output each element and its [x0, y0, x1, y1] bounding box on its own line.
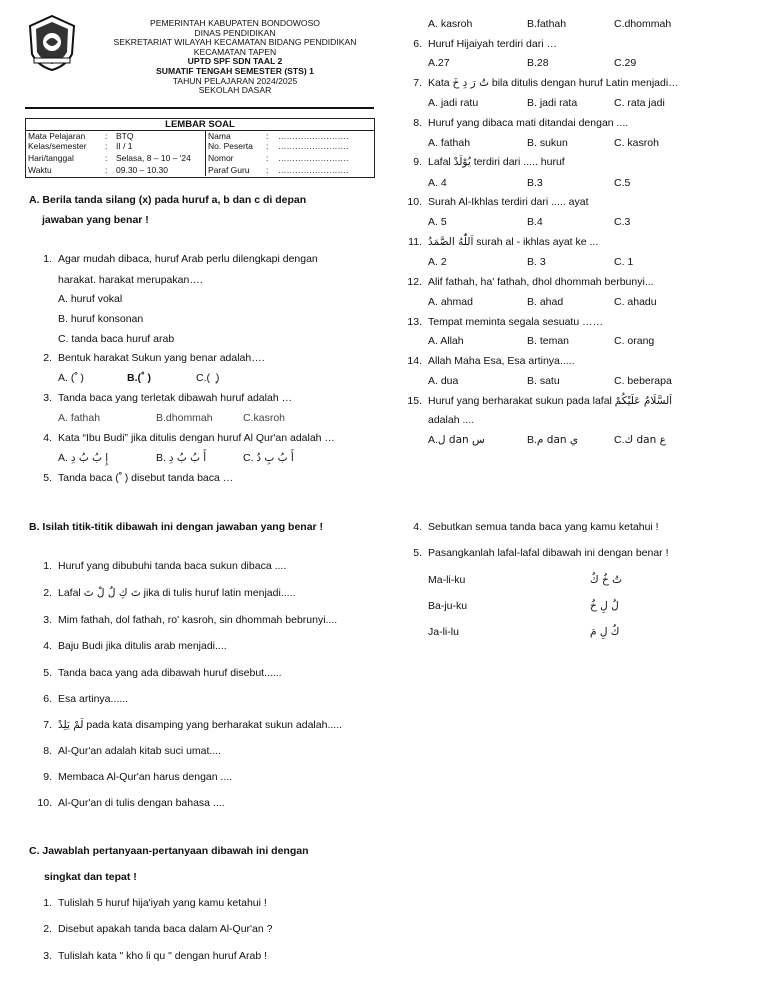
arabic-text: أَ بُ بُ دِ [168, 452, 207, 464]
pair-latin: Ja-li-lu [428, 626, 459, 638]
info-label: Nama [208, 131, 231, 141]
question-number: 1. [43, 253, 52, 265]
question-text: Mim fathah, dol fathah, ro' kasroh, sin dhommah bebrunyi.... [58, 614, 338, 626]
option-b: B.dhommah [156, 412, 213, 424]
divider [205, 131, 206, 176]
question-number: 1. [43, 560, 52, 572]
option-c [614, 434, 666, 447]
pair-arabic: تُ خُ كُ [590, 574, 622, 586]
info-sep: : [266, 153, 269, 163]
pair-latin: Ba-ju-ku [428, 600, 468, 612]
question-text: Huruf yang dibaca mati ditandai dengan .... [428, 117, 629, 129]
option-c: C.3 [614, 216, 631, 228]
question-text: Tanda baca yang terletak dibawah huruf adalah … [58, 392, 293, 404]
question-number: 7. [43, 719, 52, 731]
question-text [428, 236, 598, 249]
info-sep: : [266, 165, 269, 175]
info-sep: : [266, 141, 269, 151]
option-b: B.( ْ ) [127, 372, 151, 384]
option-b: B.28 [527, 57, 549, 69]
section-a-heading: A. Berila tanda silang (x) pada huruf a, b dan c di depan [29, 194, 307, 206]
answer-blank: ……………………. [278, 141, 349, 151]
question-number: 2. [43, 923, 52, 935]
option-b: B. 3 [527, 256, 546, 268]
question-number: 6. [43, 693, 52, 705]
option-c: C. 1 [614, 256, 634, 268]
question-number: 6. [413, 38, 422, 50]
option-b: B. teman [527, 335, 570, 347]
question-text [58, 719, 342, 732]
info-value: Selasa, 8 – 10 – '24 [116, 153, 191, 163]
question-number: 4. [43, 640, 52, 652]
question-text: adalah .... [428, 414, 475, 426]
question-number: 12. [407, 276, 422, 288]
question-text: Alif fathah, ha' fathah, dhol dhommah berbunyi... [428, 276, 654, 288]
answer-blank: ……………………. [278, 165, 349, 175]
question-text: Tanda baca ( ْ ) disebut tanda baca … [58, 472, 234, 484]
question-text: Huruf yang dibubuhi tanda baca sukun dibaca .... [58, 560, 287, 572]
pair-latin: Ma-li-ku [428, 574, 466, 586]
option-label: B. [156, 452, 166, 464]
exam-title: SUMATIF TENGAH SEMESTER (STS) 1 [156, 65, 314, 76]
section-a-heading-cont: jawaban yang benar ! [42, 214, 149, 226]
option-b: B. sukun [527, 137, 568, 149]
option-a: A. jadi ratu [428, 97, 479, 109]
info-label: Nomor [208, 153, 234, 163]
arabic-text: إِ بُ بُ دِ [70, 452, 109, 464]
question-text-part: pada kata disamping yang berharakat sukun adalah..... [86, 719, 343, 731]
question-number: 15. [407, 395, 422, 407]
info-sep: : [105, 153, 108, 163]
question-text: Bentuk harakat Sukun yang benar adalah…. [58, 352, 265, 364]
question-text: Membaca Al-Qur'an harus dengan .... [58, 771, 233, 783]
option-c: C. orang [614, 335, 655, 347]
option-label: C. [243, 452, 254, 464]
question-number: 5. [413, 547, 422, 559]
info-sep: : [105, 131, 108, 141]
option-c: C. ahadu [614, 296, 657, 308]
info-sep: : [105, 141, 108, 151]
section-c-heading-cont: singkat dan tepat ! [44, 871, 137, 883]
pair-arabic: لُ لِ خُ [590, 600, 619, 612]
option-c [243, 452, 294, 465]
question-text [428, 395, 672, 408]
option-b: B. jadi rata [527, 97, 578, 109]
info-label: No. Peserta [208, 141, 253, 151]
option-a: A. kasroh [428, 18, 473, 30]
question-number: 9. [413, 156, 422, 168]
question-text: Baju Budi jika ditulis arab menjadi.... [58, 640, 227, 652]
answer-blank: ……………………. [278, 153, 349, 163]
answer-blank: ……………………. [278, 131, 349, 141]
question-text: Al-Qur'an di tulis dengan bahasa .... [58, 797, 225, 809]
question-number: 2. [43, 587, 52, 599]
exam-info-title: LEMBAR SOAL [26, 119, 374, 131]
option-a: A.27 [428, 57, 450, 69]
info-label: Paraf Guru [208, 165, 250, 175]
pair-arabic: كُ لِ مَ [590, 626, 620, 638]
question-text: Agar mudah dibaca, huruf Arab perlu dilengkapi dengan [58, 253, 318, 265]
option-b: B.fathah [527, 18, 567, 30]
option-a [58, 452, 108, 465]
option-b: B.3 [527, 177, 543, 189]
option-c: C.( ٖ ) [196, 372, 220, 384]
exam-info-box [25, 118, 375, 178]
arabic-text: م dan ي [536, 434, 579, 446]
arabic-text: تُ رَ دِ خَ [452, 77, 489, 89]
question-text: Kata “Ibu Budi” jika ditulis dengan huruf Al Qur'an adalah … [58, 432, 335, 444]
option-a: A. Allah [428, 335, 464, 347]
question-text: Pasangkanlah lafal-lafal dibawah ini dengan benar ! [428, 547, 669, 559]
question-number: 8. [413, 117, 422, 129]
question-number: 14. [407, 355, 422, 367]
option-a: A. ahmad [428, 296, 473, 308]
question-text-part: surah al - ikhlas ayat ke ... [476, 236, 599, 248]
info-label: Hari/tanggal [28, 153, 74, 163]
question-number: 4. [43, 432, 52, 444]
option-label: A. [428, 434, 438, 446]
header-line: KECAMATAN TAPEN [193, 46, 277, 57]
option-a: A. dua [428, 375, 459, 387]
letterhead [100, 19, 370, 96]
question-number: 2. [43, 352, 52, 364]
option-a: A. huruf vokal [58, 293, 123, 305]
header-line: PEMERINTAH KABUPATEN BONDOWOSO [150, 18, 320, 28]
info-sep: : [105, 165, 108, 175]
option-c: C. beberapa [614, 375, 672, 387]
question-text: Tulislah kata " kho li qu " dengan huruf Arab ! [58, 950, 268, 962]
arabic-text: اَللّٰهُ الصَّمَدُ [428, 236, 474, 248]
question-number: 5. [43, 667, 52, 679]
question-number: 5. [43, 472, 52, 484]
header-line: SEKRETARIAT WILAYAH KECAMATAN BIDANG PENDIDIKAN [113, 37, 357, 48]
question-text: Allah Maha Esa, Esa artinya..... [428, 355, 575, 367]
question-number: 10. [407, 196, 422, 208]
option-a: A. 4 [428, 177, 447, 189]
option-b [156, 452, 206, 465]
option-a [428, 434, 485, 447]
header-line: SEKOLAH DASAR [198, 85, 272, 96]
option-c: C.29 [614, 57, 637, 69]
question-number: 8. [43, 745, 52, 757]
info-label: Mata Pelajaran [28, 131, 86, 141]
arabic-text: يُوْلَدْ [453, 156, 471, 168]
regency-logo [26, 14, 78, 72]
option-a: A. 2 [428, 256, 447, 268]
option-b: B. huruf konsonan [58, 313, 144, 325]
question-text [428, 156, 565, 169]
option-a: A. ( ْ ) [58, 372, 84, 384]
question-text-part: Huruf yang berharakat sukun pada lafal [428, 395, 612, 407]
arabic-text: اَلسَّلَامُ عَلَيْكُمْ [614, 395, 673, 407]
option-c: C. kasroh [614, 137, 659, 149]
question-number: 11. [408, 236, 422, 248]
option-c: C. tanda baca huruf arab [58, 333, 175, 345]
section-c-heading: C. Jawablah pertanyaan-pertanyaan dibawah ini dengan [29, 845, 309, 857]
question-text: harakat. harakat merupakan…. [58, 274, 203, 286]
question-text: Surah Al-Ikhlas terdiri dari ..... ayat [428, 196, 589, 208]
question-number: 4. [413, 521, 422, 533]
question-number: 3. [43, 950, 52, 962]
option-c: C.5 [614, 177, 631, 189]
arabic-text: ل dan س [437, 434, 485, 446]
option-label: A. [58, 452, 68, 464]
question-text: Huruf Hijaiyah terdiri dari … [428, 38, 557, 50]
header-line: DINAS PENDIDIKAN [194, 27, 276, 38]
question-text: Tulislah 5 huruf hija'iyah yang kamu ketahui ! [58, 897, 267, 909]
question-text: Tanda baca yang ada dibawah huruf disebut...... [58, 667, 282, 679]
question-text: Tempat meminta segala sesuatu …… [428, 316, 604, 328]
question-number: 1. [43, 897, 52, 909]
header-divider [25, 107, 374, 109]
option-c: C.dhommah [614, 18, 672, 30]
option-a: A. fathah [58, 412, 101, 424]
option-a: A. fathah [428, 137, 471, 149]
question-text: Esa artinya...... [58, 693, 129, 705]
info-sep: : [266, 131, 269, 141]
question-number: 3. [43, 614, 52, 626]
option-b [527, 434, 578, 447]
school-name: UPTD SPF SDN TAAL 2 [187, 56, 283, 67]
question-text: Sebutkan semua tanda baca yang kamu ketahui ! [428, 521, 659, 533]
info-value: BTQ [116, 131, 134, 141]
question-number: 3. [43, 392, 52, 404]
info-label: Kelas/semester [28, 141, 87, 151]
question-text [58, 587, 295, 600]
option-b: B. satu [527, 375, 560, 387]
question-text-part: Lafal [58, 587, 81, 599]
option-c: C.kasroh [243, 412, 286, 424]
arabic-text: تَ كِ لُ لْ تَ [83, 587, 141, 599]
info-value: II / 1 [116, 141, 133, 151]
question-number: 9. [43, 771, 52, 783]
question-text-part: Lafal [428, 156, 451, 168]
arabic-text: لَمْ يَلِدْ [58, 719, 84, 731]
option-label: B. [527, 434, 537, 446]
question-number: 7. [413, 77, 422, 89]
option-c: C. rata jadi [614, 97, 665, 109]
option-label: C. [614, 434, 625, 446]
info-value: 09.30 – 10.30 [116, 165, 168, 175]
arabic-text: ك dan ع [624, 434, 666, 446]
question-text-part: Kata [428, 77, 450, 89]
arabic-text: أَ بُ بِ دُ [256, 452, 294, 464]
question-text: Al-Qur'an adalah kitab suci umat.... [58, 745, 222, 757]
question-number: 13. [407, 316, 422, 328]
header-line: TAHUN PELAJARAN 2024/2025 [172, 75, 298, 86]
option-b: B. ahad [527, 296, 564, 308]
question-text [428, 77, 679, 90]
question-text: Disebut apakah tanda baca dalam Al-Qur'an ? [58, 923, 273, 935]
info-label: Waktu [28, 165, 52, 175]
option-a: A. 5 [428, 216, 447, 228]
question-text-part: bila ditulis dengan huruf Latin menjadi… [491, 77, 679, 89]
question-text-part: jika di tulis huruf latin menjadi..... [143, 587, 296, 599]
question-number: 10. [37, 797, 52, 809]
option-b: B.4 [527, 216, 543, 228]
section-b-heading: B. Isilah titik-titik dibawah ini dengan jawaban yang benar ! [29, 521, 324, 533]
question-text-part: terdiri dari ..... huruf [473, 156, 565, 168]
